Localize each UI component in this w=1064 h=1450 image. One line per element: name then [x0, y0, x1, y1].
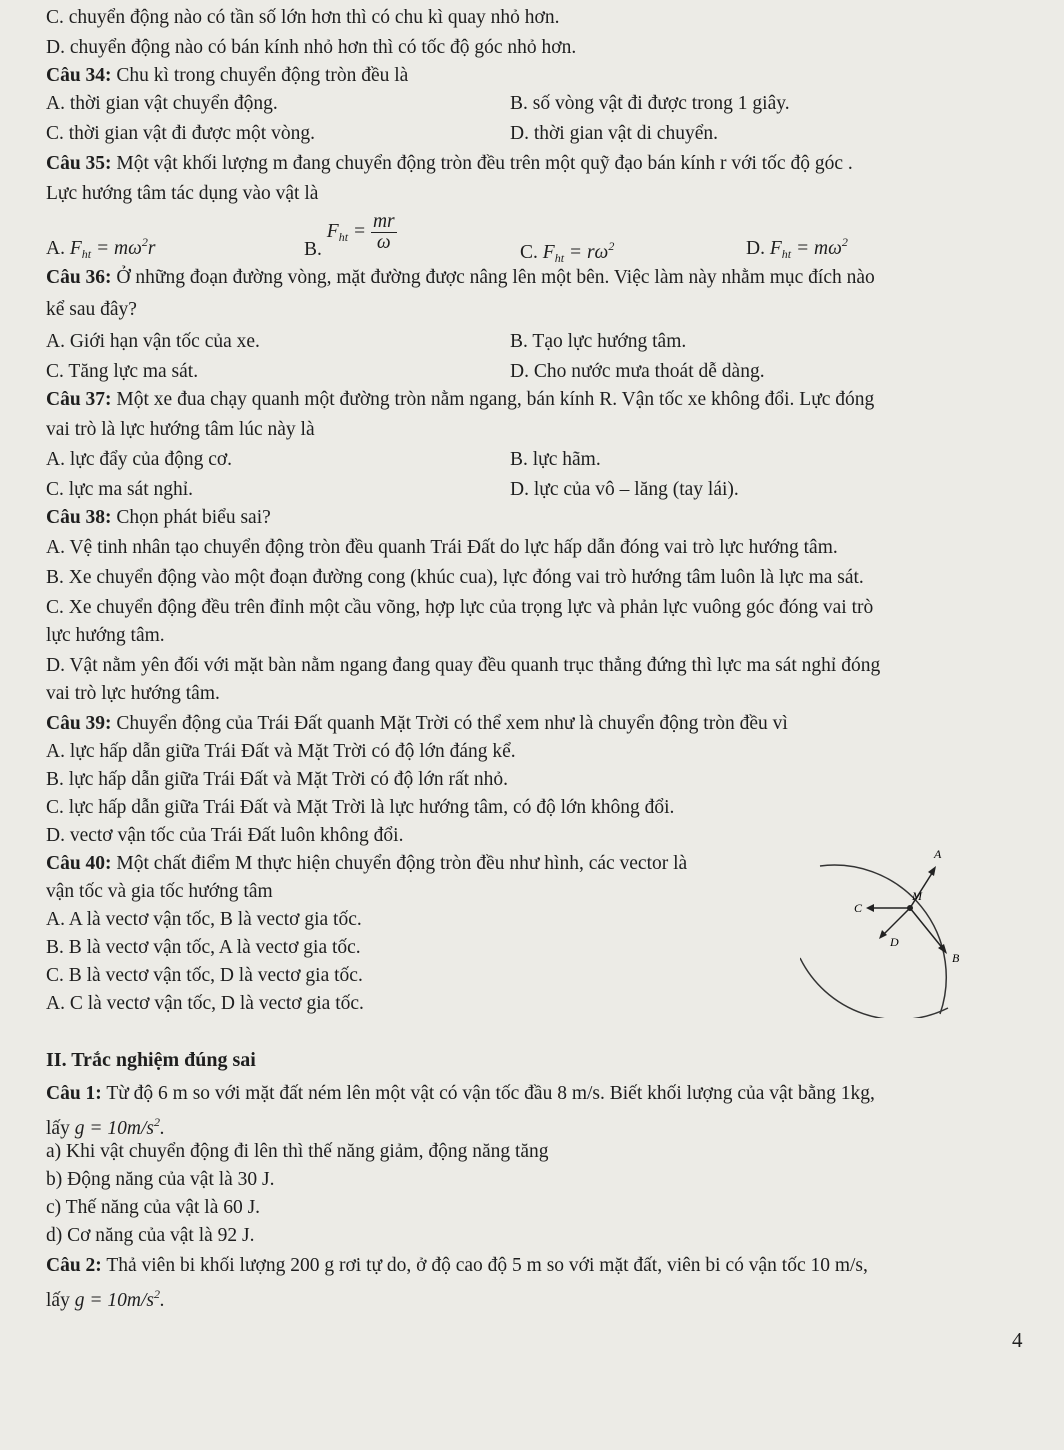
q34-option-c: C. thời gian vật đi được một vòng.: [46, 123, 315, 144]
formula-b: $F_{ht}$ = $\frac{mr}{\omega}$: [326, 211, 395, 253]
q40-stem: [46, 852, 687, 876]
q35-option-b: [304, 211, 397, 271]
q40-option-c: C. B là vectơ vận tốc, D là vectơ gia tốc.: [46, 965, 363, 986]
q37-option-b: B. lực hãm.: [510, 449, 601, 470]
s1-stem: [46, 1082, 875, 1106]
q34-text: Chu kì trong chuyển động tròn đều là: [111, 65, 409, 86]
s1-g-prefix: lấy: [46, 1118, 70, 1139]
q35-b-letter: B.: [304, 238, 322, 260]
circle-arc: [820, 865, 946, 1014]
s2-stem: [46, 1254, 868, 1278]
formula-d: $F_{ht} = m\omega^2$: [769, 235, 848, 261]
q38-option-b: B. Xe chuyển động vào một đoạn đường cong (khúc cua), lực đóng vai trò hướng tâm luôn là lực ma sát.: [46, 567, 864, 588]
section-title: II. Trắc nghiệm đúng sai: [46, 1049, 256, 1071]
q38-text: Chọn phát biểu sai?: [111, 507, 271, 528]
s1-gravity: [46, 1110, 165, 1141]
q38-option-c-2: lực hướng tâm.: [46, 625, 165, 646]
q33-option-c: C. chuyển động nào có tần số lớn hơn thì có chu kì quay nhỏ hơn.: [46, 7, 560, 28]
q38-stem: [46, 506, 271, 530]
q38-label: Câu 38:: [46, 507, 112, 528]
s2-g-prefix: lấy: [46, 1290, 70, 1311]
q40-option-b: B. B là vectơ vận tốc, A là vectơ gia tốc.: [46, 937, 361, 958]
s1-item-d: d) Cơ năng của vật là 92 J.: [46, 1225, 255, 1246]
q37-label: Câu 37:: [46, 389, 112, 410]
q38-option-d-2: vai trò lực hướng tâm.: [46, 683, 220, 704]
q36-option-c: C. Tăng lực ma sát.: [46, 361, 199, 382]
q37-option-d: D. lực của vô – lăng (tay lái).: [510, 479, 739, 500]
q34-option-b: B. số vòng vật đi được trong 1 giây.: [510, 93, 790, 114]
s2-g-expr: $g = 10m/s^2$.: [74, 1287, 165, 1311]
q37-stem: [46, 388, 874, 412]
q33-option-d: D. chuyển động nào có bán kính nhỏ hơn thì có tốc độ góc nhỏ hơn.: [46, 37, 577, 58]
label-m: M: [912, 889, 922, 903]
q40-stem-2: vận tốc và gia tốc hướng tâm: [46, 881, 273, 902]
q34-option-a: A. thời gian vật chuyển động.: [46, 93, 278, 114]
q40-option-d: A. C là vectơ vận tốc, D là vectơ gia tốc.: [46, 993, 364, 1014]
label-a: A: [934, 847, 942, 861]
q37-text: Một xe đua chạy quanh một đường tròn nằm ngang, bán kính R. Vận tốc xe không đổi. Lực đóng: [111, 389, 875, 410]
label-c: C: [854, 901, 863, 915]
vector-b-arrowhead: [938, 944, 947, 954]
s1-item-b: b) Động năng của vật là 30 J.: [46, 1169, 275, 1190]
q35-d-letter: D.: [746, 238, 765, 259]
q35-c-letter: C.: [520, 242, 538, 263]
trajectory-arc: [800, 958, 948, 1018]
q35-option-a: [46, 230, 156, 266]
q35-option-c: [520, 234, 614, 270]
page-number: 4: [1012, 1328, 1023, 1352]
q40-option-a: A. A là vectơ vận tốc, B là vectơ gia tốc.: [46, 909, 362, 930]
q39-stem: [46, 712, 788, 736]
s2-label: Câu 2:: [46, 1255, 102, 1276]
q38-option-a: A. Vệ tinh nhân tạo chuyển động tròn đều quanh Trái Đất do lực hấp dẫn đóng vai trò lực hướng tâm.: [46, 537, 838, 558]
q39-option-a: A. lực hấp dẫn giữa Trái Đất và Mặt Trời có độ lớn đáng kể.: [46, 741, 516, 762]
q35-label: Câu 35:: [46, 153, 112, 174]
vector-c-arrowhead: [866, 904, 874, 912]
formula-a: $F_{ht} = m\omega^2r$: [69, 235, 156, 261]
q37-option-a: A. lực đẩy của động cơ.: [46, 449, 233, 470]
q36-stem: [46, 266, 875, 290]
formula-c: $F_{ht} = r\omega^2$: [542, 239, 615, 265]
s1-text: Từ độ 6 m so với mặt đất ném lên một vật có vận tốc đầu 8 m/s. Biết khối lượng của vật bằng 1kg,: [101, 1083, 875, 1104]
s1-item-a: a) Khi vật chuyển động đi lên thì thế năng giảm, động năng tăng: [46, 1141, 549, 1162]
label-d: D: [890, 935, 899, 949]
q38-option-d: D. Vật nằm yên đối với mặt bàn nằm ngang đang quay đều quanh trục thẳng đứng thì lực ma sát nghỉ đóng: [46, 655, 881, 676]
s2-text: Thả viên bi khối lượng 200 g rơi tự do, ở độ cao độ 5 m so với mặt đất, viên bi có vận tốc 10 m/s,: [101, 1255, 868, 1276]
q34-option-d: D. thời gian vật di chuyển.: [510, 123, 718, 144]
s1-g-expr: $g = 10m/s^2$.: [74, 1115, 165, 1139]
q36-option-b: B. Tạo lực hướng tâm.: [510, 331, 687, 352]
q39-text: Chuyển động của Trái Đất quanh Mặt Trời có thể xem như là chuyển động tròn đều vì: [111, 713, 788, 734]
circular-motion-figure: [800, 838, 990, 1018]
q37-stem-2: vai trò là lực hướng tâm lúc này là: [46, 419, 315, 440]
q39-option-c: C. lực hấp dẫn giữa Trái Đất và Mặt Trời là lực hướng tâm, có độ lớn không đổi.: [46, 797, 675, 818]
q40-text: Một chất điểm M thực hiện chuyển động tròn đều như hình, các vector là: [111, 853, 688, 874]
q35-a-letter: A.: [46, 238, 65, 259]
q38-option-c: C. Xe chuyển động đều trên đỉnh một cầu võng, hợp lực của trọng lực và phản lực vuông góc đóng vai trò: [46, 597, 874, 618]
q34-label: Câu 34:: [46, 65, 112, 86]
q39-option-b: B. lực hấp dẫn giữa Trái Đất và Mặt Trời có độ lớn rất nhỏ.: [46, 769, 509, 790]
vector-d-line: [882, 908, 910, 936]
q35-option-d: [746, 230, 848, 266]
q36-stem-2: kể sau đây?: [46, 299, 137, 320]
q35-stem-2: Lực hướng tâm tác dụng vào vật là: [46, 183, 319, 204]
q37-option-c: C. lực ma sát nghỉ.: [46, 479, 194, 500]
q36-text: Ở những đoạn đường vòng, mặt đường được nâng lên một bên. Việc làm này nhằm mục đích nào: [111, 267, 875, 288]
q35-stem: [46, 152, 853, 176]
s1-item-c: c) Thế năng của vật là 60 J.: [46, 1197, 261, 1218]
vector-a-arrowhead: [928, 866, 936, 876]
s2-gravity: [46, 1282, 165, 1313]
s1-label: Câu 1:: [46, 1083, 102, 1104]
q36-label: Câu 36:: [46, 267, 112, 288]
q34-stem: [46, 64, 408, 88]
q40-label: Câu 40:: [46, 853, 112, 874]
q36-option-a: A. Giới hạn vận tốc của xe.: [46, 331, 260, 352]
q39-label: Câu 39:: [46, 713, 112, 734]
q36-option-d: D. Cho nước mưa thoát dễ dàng.: [510, 361, 765, 382]
label-b: B: [952, 951, 960, 965]
q39-option-d: D. vectơ vận tốc của Trái Đất luôn không đổi.: [46, 825, 404, 846]
q35-text: Một vật khối lượng m đang chuyển động tròn đều trên một quỹ đạo bán kính r với tốc độ góc .: [111, 153, 853, 174]
